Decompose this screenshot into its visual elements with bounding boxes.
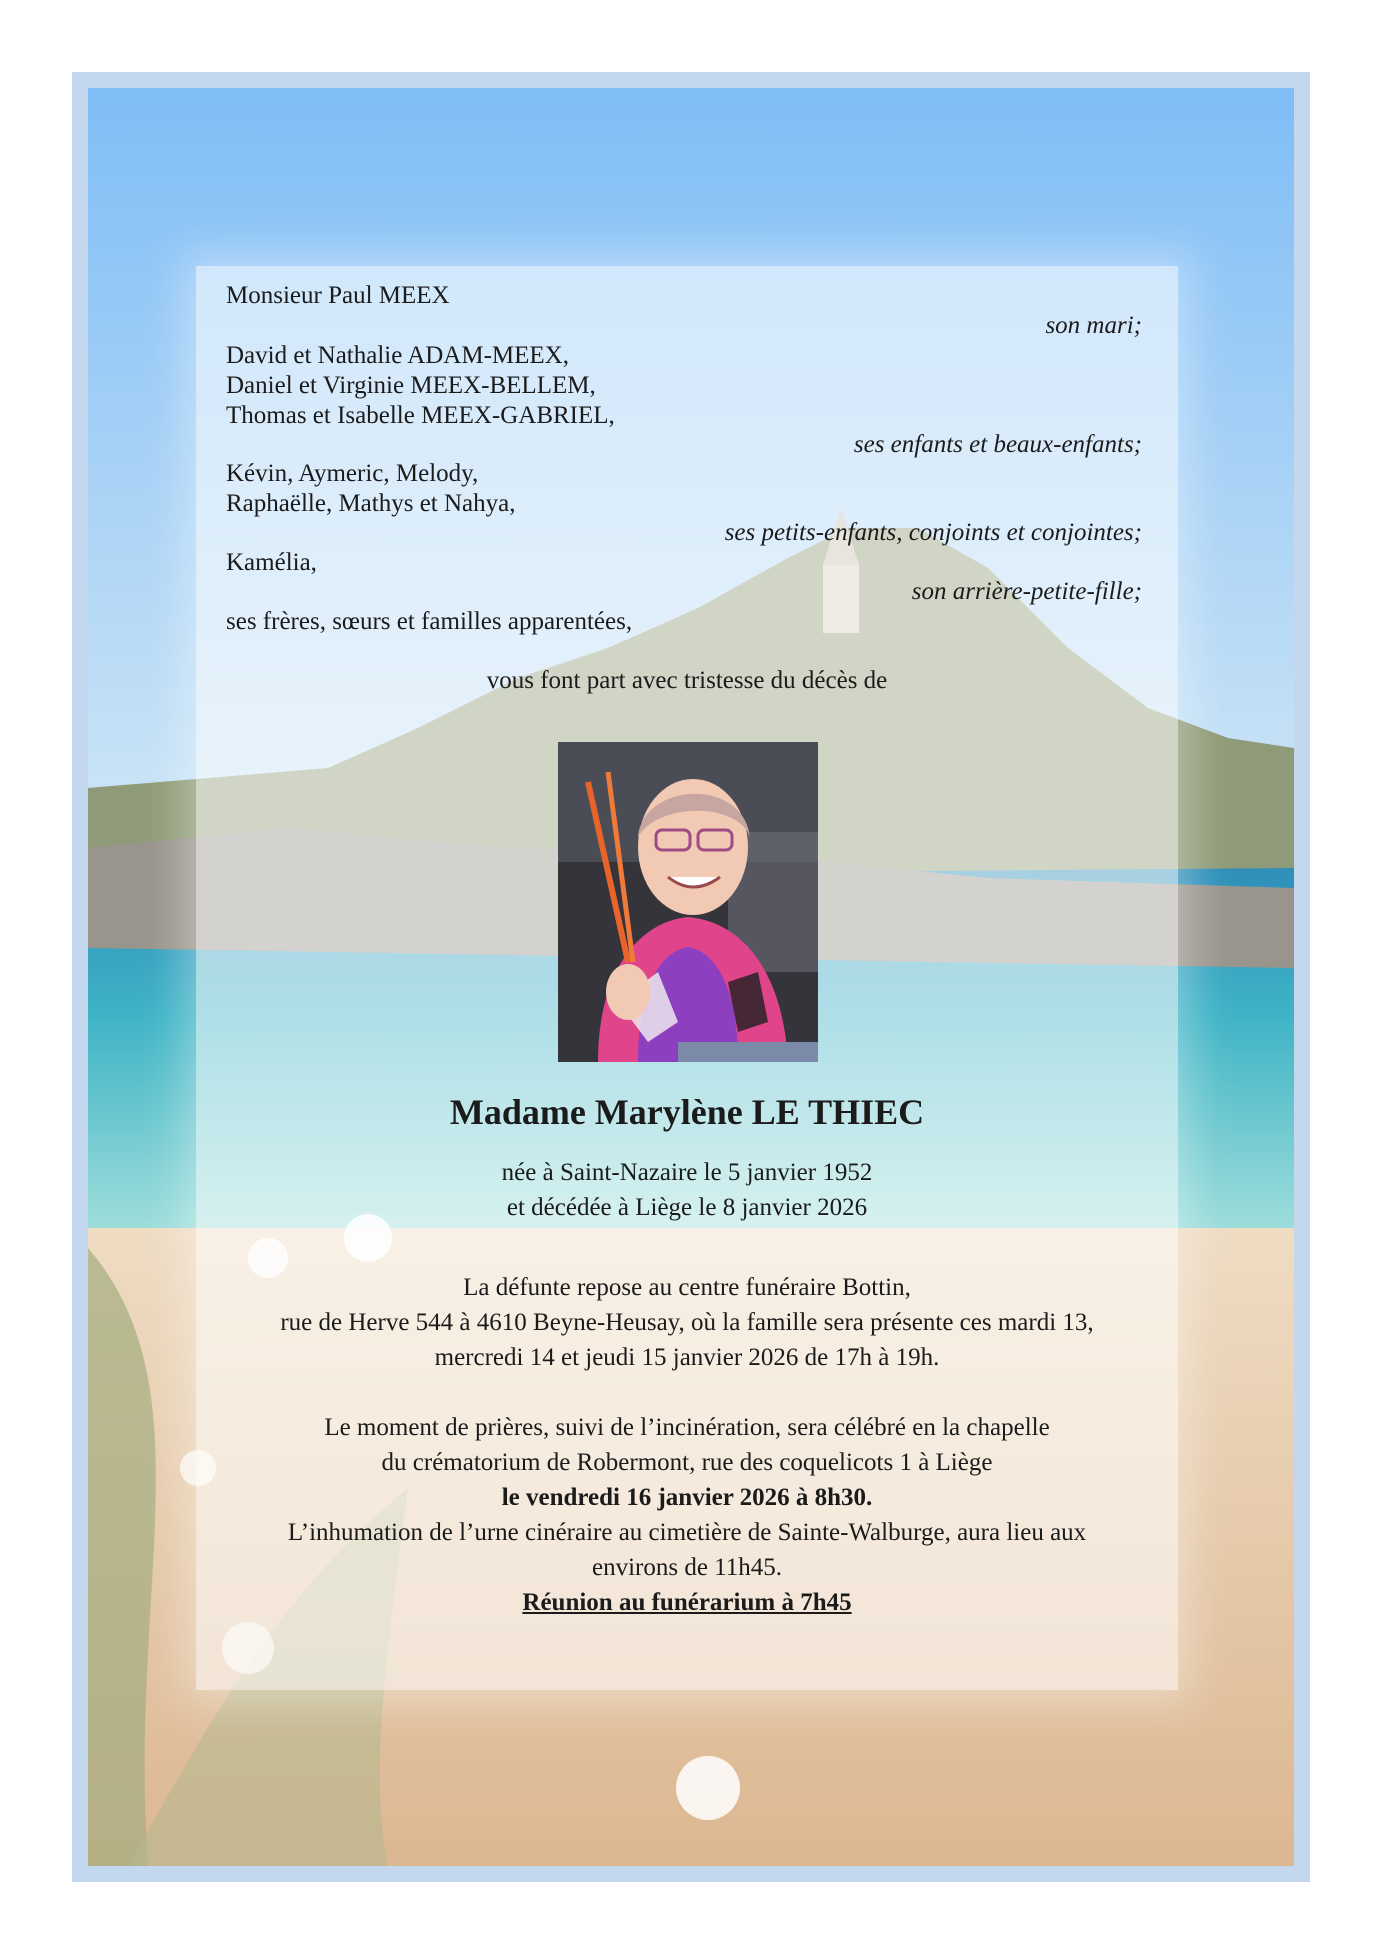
great-grandchild-relation: son arrière-petite-fille;: [911, 578, 1142, 605]
children-relation: ses enfants et beaux-enfants;: [853, 431, 1142, 458]
burial-line: environs de 11h45.: [591, 1554, 782, 1581]
meeting-line: Réunion au funérarium à 7h45: [522, 1589, 852, 1616]
visitation-line: La défunte repose au centre funéraire Bottin,: [463, 1274, 911, 1301]
husband-relation: son mari;: [1045, 312, 1142, 339]
death-line: et décédée à Liège le 8 janvier 2026: [506, 1194, 868, 1221]
ceremony-line: du crématorium de Robermont, rue des coquelicots 1 à Liège: [381, 1449, 993, 1476]
visitation-line: rue de Herve 544 à 4610 Beyne-Heusay, où la famille sera présente ces mardi 13,: [280, 1309, 1094, 1336]
grandchildren-relation: ses petits-enfants, conjoints et conjointes;: [724, 519, 1142, 546]
child-name: Daniel et Virginie MEEX-BELLEM,: [226, 372, 596, 399]
visitation-line: mercredi 14 et jeudi 15 janvier 2026 de 17h à 19h.: [434, 1344, 940, 1371]
burial-line: L’inhumation de l’urne cinéraire au cimetière de Sainte-Walburge, aura lieu aux: [287, 1519, 1087, 1546]
birth-line: née à Saint-Nazaire le 5 janvier 1952: [501, 1159, 873, 1186]
deceased-name: Madame Marylène LE THIEC: [449, 1092, 925, 1132]
portrait-photo: [558, 742, 818, 1062]
ceremony-line: Le moment de prières, suivi de l’incinération, sera célébré en la chapelle: [324, 1414, 1050, 1441]
child-name: Thomas et Isabelle MEEX-GABRIEL,: [226, 402, 615, 429]
announcement-line: vous font part avec tristesse du décès de: [486, 667, 888, 694]
great-grandchild-name: Kamélia,: [226, 549, 317, 576]
grandchild-name: Kévin, Aymeric, Melody,: [226, 460, 479, 487]
ceremony-date: le vendredi 16 janvier 2026 à 8h30.: [501, 1484, 873, 1511]
child-name: David et Nathalie ADAM-MEEX,: [226, 342, 569, 369]
siblings-line: ses frères, sœurs et familles apparentées,: [226, 608, 633, 635]
husband-name: Monsieur Paul MEEX: [226, 282, 450, 309]
grandchild-name: Raphaëlle, Mathys et Nahya,: [226, 490, 516, 517]
